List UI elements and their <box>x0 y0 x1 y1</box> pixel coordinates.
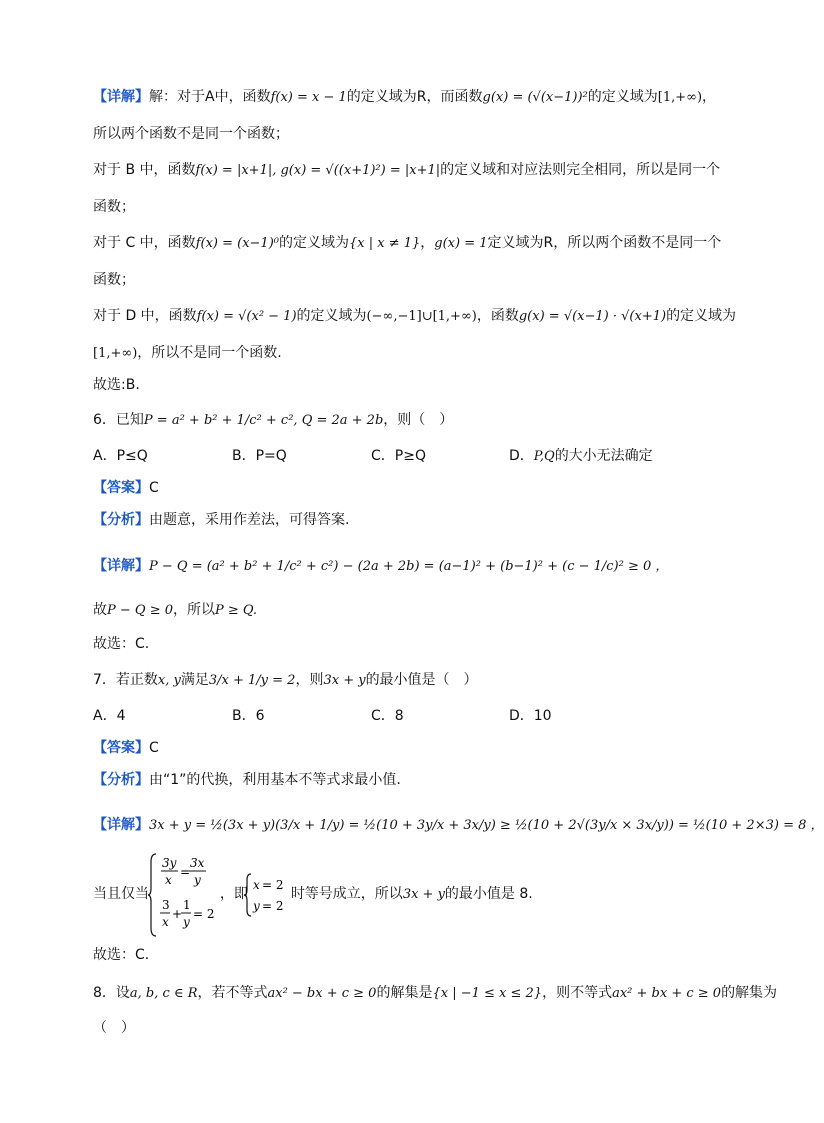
math-vars: x, y <box>157 673 181 688</box>
q8-stem <box>93 983 777 1004</box>
q7-analysis <box>93 770 401 790</box>
brace-icon <box>244 872 284 918</box>
svg-text:y: y <box>183 915 190 929</box>
text: 故 <box>93 602 107 618</box>
brace-system-2 <box>244 872 284 922</box>
q6-stem <box>93 410 453 431</box>
math-vars: a, b, c ∈ R <box>129 986 198 1001</box>
q5-detail-d-line-2 <box>93 343 282 364</box>
q5-detail-line-1 <box>93 87 716 108</box>
math-domain: {x | x ≠ 1} <box>348 236 421 251</box>
text: 的定义域为 <box>278 235 349 251</box>
text: 的最小值是 8. <box>444 886 533 902</box>
math-inequality: ax² − bx + c ≥ 0 <box>267 986 377 1001</box>
q6-answer <box>93 478 159 498</box>
math-condition: 3/x + 1/y = 2 <box>208 673 296 688</box>
q6-option-b: B．P=Q <box>232 448 287 464</box>
math-derivation: P − Q = (a² + b² + 1/c² + c²) − (2a + 2b) = (a−1)² + (b−1)² + (c − 1/c)² ≥ 0 ， <box>149 559 669 574</box>
math: P − Q ≥ 0 <box>107 603 173 618</box>
text: 的定义域为R，而函数 <box>346 89 483 105</box>
text: ，则（ ） <box>383 412 454 428</box>
brace-icon <box>148 852 215 938</box>
math-domain: [1,+∞) <box>657 90 703 105</box>
q7-option-d: D．10 <box>509 708 552 724</box>
text: 的最小值是（ ） <box>365 672 478 688</box>
svg-text:3x: 3x <box>190 856 205 870</box>
math-inequality: ax² + bx + c ≥ 0 <box>612 986 722 1001</box>
answer-value: C <box>149 480 159 496</box>
text: 的定义域为 <box>587 89 658 105</box>
text: ， <box>420 235 435 251</box>
svg-text:= 2: = 2 <box>262 899 284 913</box>
math-domain: [1,+∞) <box>93 346 138 361</box>
text: 的解集是 <box>376 985 433 1001</box>
text: 的大小无法确定 <box>554 448 653 464</box>
math-fg: f(x) = |x+1|, g(x) = √((x+1)²) = |x+1| <box>195 163 441 178</box>
text: 的解集为 <box>721 985 778 1001</box>
text: 的定义域为 <box>666 308 737 324</box>
math-domain: (−∞,−1]∪[1,+∞) <box>366 309 477 324</box>
math: P ≥ Q. <box>215 603 258 618</box>
math-f: f(x) = √(x² − 1) <box>196 309 297 324</box>
detail-tag: 【详解】 <box>93 558 149 574</box>
q6-choose: 故选：C. <box>93 636 150 652</box>
text: D． <box>509 448 534 464</box>
detail-tag: 【详解】 <box>93 89 149 105</box>
q7-option-a: A．4 <box>93 708 126 724</box>
math-set: {x | −1 ≤ x ≤ 2} <box>432 986 543 1001</box>
math-g: g(x) = (√(x−1))² <box>482 90 588 105</box>
q7-choose: 故选：C． <box>93 947 159 963</box>
text: ，所以不是同一个函数. <box>137 345 282 361</box>
svg-text:= 2: = 2 <box>262 878 284 892</box>
detail-tag: 【详解】 <box>93 817 149 833</box>
q6-conclusion <box>93 600 257 621</box>
text: ，所以 <box>173 602 215 618</box>
svg-text:=: = <box>180 865 191 879</box>
q5-detail-line-2: 所以两个函数不是同一个函数； <box>93 126 289 142</box>
text: ，函数 <box>476 308 519 324</box>
math-expression: P = a² + b² + 1/c² + c², Q = 2a + 2b <box>143 413 384 428</box>
q5-detail-c-line-2: 函数； <box>93 272 135 288</box>
q6-option-a: A．P≤Q <box>93 448 148 464</box>
math-f: f(x) = x − 1 <box>270 90 347 105</box>
q8-stem-line-2: （ ） <box>93 1020 135 1036</box>
answer-tag: 【答案】 <box>93 740 149 756</box>
math-target: 3x + y <box>323 673 366 688</box>
text: 时等号成立，所以 <box>290 886 403 902</box>
svg-text:3y: 3y <box>162 856 177 870</box>
math-pq: P,Q <box>533 449 555 464</box>
svg-text:x: x <box>165 873 172 887</box>
q5-detail-b-line-1 <box>93 160 720 181</box>
svg-text:= 2: = 2 <box>193 907 215 921</box>
q6-analysis <box>93 510 349 530</box>
math-g: g(x) = √(x−1) · √(x+1) <box>518 309 667 324</box>
q5-detail-d-line-1 <box>93 306 736 327</box>
math-target: 3x + y <box>402 887 445 902</box>
q7-option-b: B．6 <box>232 708 265 724</box>
q6-option-c: C．P≥Q <box>371 448 426 464</box>
math-f: f(x) = (x−1)⁰ <box>195 236 279 251</box>
math-g: g(x) = 1 <box>434 236 488 251</box>
q6-detail <box>93 556 668 577</box>
q5-detail-b-line-2: 函数； <box>93 199 135 215</box>
svg-text:1: 1 <box>183 898 191 912</box>
text: 的定义域和对应法则完全相同，所以是同一个 <box>440 162 721 178</box>
text: 对于 C 中，函数 <box>93 235 196 251</box>
text: 满足 <box>180 672 209 688</box>
analysis-text: 由“1”的代换，利用基本不等式求最小值. <box>149 772 401 788</box>
svg-text:y: y <box>194 873 201 887</box>
svg-text:y: y <box>253 899 260 913</box>
text: 定义域为R，所以两个函数不是同一个 <box>487 235 722 251</box>
q7-option-c: C．8 <box>371 708 404 724</box>
q7-detail <box>93 815 824 836</box>
svg-text:x: x <box>253 878 260 892</box>
text: 对于 D 中，函数 <box>93 308 197 324</box>
text: 的定义域为 <box>296 308 367 324</box>
analysis-tag: 【分析】 <box>93 512 149 528</box>
text: ，若不等式 <box>197 985 268 1001</box>
svg-text:x: x <box>162 915 169 929</box>
text: 7．若正数 <box>93 672 158 688</box>
text: 当且仅当 <box>93 886 149 902</box>
svg-text:+: + <box>172 907 183 921</box>
q5-detail-c-line-1 <box>93 233 721 254</box>
text: ，则不等式 <box>542 985 613 1001</box>
q7-stem <box>93 670 478 691</box>
text: 解：对于A中，函数 <box>149 89 271 105</box>
answer-tag: 【答案】 <box>93 480 149 496</box>
math-derivation: 3x + y = ½(3x + y)(3/x + 1/y) = ½(10 + 3y/x + 3x/y) ≥ ½(10 + 2√(3y/x × 3x/y)) = ½(10 + 2×3) = 8 ， <box>149 818 824 833</box>
svg-text:3: 3 <box>162 898 170 912</box>
text: ， <box>702 89 717 105</box>
q6-option-d <box>509 446 653 467</box>
q5-choose: 故选:B. <box>93 377 140 393</box>
analysis-tag: 【分析】 <box>93 772 149 788</box>
q7-answer <box>93 738 159 758</box>
text: ，即 <box>219 886 248 902</box>
text: 6．已知 <box>93 412 144 428</box>
answer-value: C <box>149 740 159 756</box>
brace-system-1 <box>148 852 215 942</box>
analysis-text: 由题意，采用作差法，可得答案. <box>149 512 350 528</box>
text: 对于 B 中，函数 <box>93 162 196 178</box>
text: ，则 <box>295 672 324 688</box>
text: 8．设 <box>93 985 130 1001</box>
